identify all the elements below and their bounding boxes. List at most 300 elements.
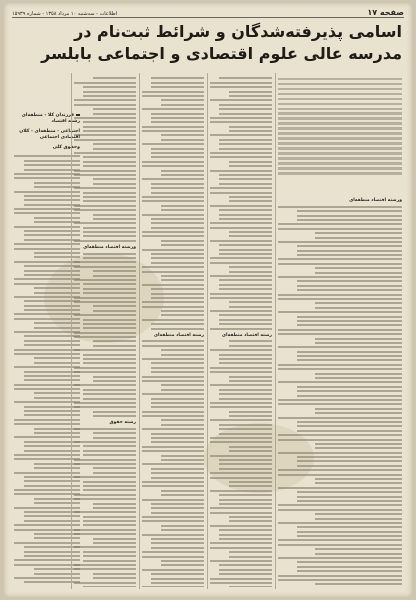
name-entry <box>229 415 272 417</box>
name-entry <box>142 411 204 413</box>
name-entry <box>210 222 272 224</box>
name-entry <box>278 329 402 331</box>
name-entry <box>278 263 402 265</box>
name-entry <box>161 314 204 316</box>
name-entry <box>151 288 204 290</box>
name-entry <box>161 170 204 172</box>
name-entry <box>297 320 402 322</box>
name-entry <box>161 275 204 277</box>
name-entry <box>210 117 272 119</box>
name-entry <box>151 187 204 189</box>
name-entry <box>74 428 136 430</box>
name-entry <box>219 393 272 395</box>
name-entry <box>219 288 272 290</box>
name-entry <box>278 439 402 441</box>
name-entry <box>297 254 402 256</box>
name-entry <box>34 392 80 394</box>
name-entry <box>278 228 402 230</box>
name-entry <box>151 512 204 514</box>
name-entry <box>142 415 204 417</box>
name-entry <box>229 266 272 268</box>
name-entry <box>34 362 80 364</box>
name-entry <box>34 256 80 258</box>
name-entry <box>210 99 272 101</box>
name-entry <box>83 130 136 132</box>
masthead <box>12 7 404 18</box>
name-entry <box>142 345 204 347</box>
name-entry <box>93 218 136 220</box>
name-entry <box>161 490 204 492</box>
name-entry <box>74 494 136 496</box>
name-entry <box>161 240 204 242</box>
name-entry <box>34 287 80 289</box>
name-entry <box>219 503 272 505</box>
name-entry <box>93 305 136 307</box>
name-entry <box>229 556 272 558</box>
name-entry <box>219 104 272 106</box>
name-entry <box>151 82 204 84</box>
name-entry <box>74 209 136 211</box>
name-entry <box>151 398 204 400</box>
name-entry <box>83 319 136 321</box>
name-entry <box>229 446 272 448</box>
name-entry <box>74 222 136 224</box>
name-entry <box>83 86 136 88</box>
name-rows <box>142 340 204 587</box>
name-entry <box>83 200 136 202</box>
name-entry <box>142 463 204 465</box>
name-entry <box>83 362 136 364</box>
name-entry <box>161 349 204 351</box>
name-entry <box>151 156 204 158</box>
name-entry <box>219 314 272 316</box>
name-entry <box>74 463 136 465</box>
name-rows <box>210 77 272 329</box>
name-entry <box>142 196 204 198</box>
name-entry <box>142 178 204 180</box>
name-entry <box>93 573 136 575</box>
name-entry <box>83 450 136 452</box>
name-entry <box>142 126 204 128</box>
name-entry <box>219 354 272 356</box>
name-entry <box>278 258 402 260</box>
name-entry <box>229 586 272 587</box>
name-entry <box>74 174 136 176</box>
name-entry <box>142 214 204 216</box>
name-entry <box>34 502 80 504</box>
name-entry <box>278 241 402 243</box>
name-entry <box>315 482 402 484</box>
name-entry <box>93 108 136 110</box>
name-entry <box>210 437 272 439</box>
name-entry <box>278 381 402 383</box>
name-entry <box>83 235 136 237</box>
name-entry <box>219 253 272 255</box>
name-entry <box>229 165 272 167</box>
name-entry <box>161 459 204 461</box>
name-entry <box>297 491 402 493</box>
name-entry <box>83 555 136 557</box>
name-entry <box>83 516 136 518</box>
name-entry <box>83 485 136 487</box>
name-entry <box>219 569 272 571</box>
name-entry <box>74 82 136 84</box>
section-label: رشته اقتصاد منطقه‌ای <box>221 332 272 338</box>
name-entry <box>278 417 402 419</box>
name-entry <box>34 357 80 359</box>
name-entry <box>297 351 402 353</box>
name-entry <box>93 340 136 342</box>
name-entry <box>83 288 136 290</box>
name-entry <box>93 437 136 439</box>
name-entry <box>315 373 402 375</box>
name-entry <box>219 139 272 141</box>
name-entry <box>151 367 204 369</box>
name-entry <box>315 553 402 555</box>
name-entry <box>315 583 402 585</box>
name-entry <box>151 77 204 79</box>
name-entry <box>161 529 204 531</box>
name-entry <box>142 143 204 145</box>
name-entry <box>210 512 272 514</box>
name-entry <box>83 156 136 158</box>
name-entry <box>278 469 402 471</box>
name-entry <box>83 327 136 329</box>
name-entry <box>297 460 402 462</box>
name-entry <box>219 428 272 430</box>
name-entry <box>151 406 204 408</box>
name-entry <box>142 340 204 342</box>
newspaper-page <box>4 3 412 597</box>
name-entry <box>142 108 204 110</box>
name-entry <box>219 279 272 281</box>
name-entry <box>151 433 204 435</box>
name-entry <box>151 113 204 115</box>
name-entry <box>161 209 204 211</box>
name-entry <box>151 371 204 373</box>
name-entry <box>278 579 402 581</box>
name-entry <box>142 499 204 501</box>
name-entry <box>210 187 272 189</box>
name-entry <box>210 170 272 172</box>
name-entry <box>219 108 272 110</box>
name-entry <box>315 338 402 340</box>
name-entry <box>278 364 402 366</box>
name-entry <box>210 310 272 312</box>
section-label: رشته اقتصاد منطقه‌ای <box>153 332 204 338</box>
name-entry <box>83 192 136 194</box>
name-entry <box>83 91 136 93</box>
name-entry <box>142 380 204 382</box>
name-entry <box>278 311 402 313</box>
name-entry <box>93 310 136 312</box>
name-entry <box>210 349 272 351</box>
name-entry <box>151 152 204 154</box>
name-entry <box>210 367 272 369</box>
name-entry <box>74 546 136 548</box>
name-entry <box>142 161 204 163</box>
name-entry <box>278 276 402 278</box>
name-entry <box>74 582 136 584</box>
name-entry <box>229 450 272 452</box>
name-entry <box>83 445 136 447</box>
name-entry <box>93 503 136 505</box>
name-entry <box>151 542 204 544</box>
name-entry <box>93 345 136 347</box>
name-entry <box>83 161 136 163</box>
name-entry <box>315 518 402 520</box>
name-entry <box>297 316 402 318</box>
name-entry <box>93 538 136 540</box>
name-entry <box>93 178 136 180</box>
name-entry <box>219 148 272 150</box>
name-entry <box>83 354 136 356</box>
name-entry <box>151 472 204 474</box>
name-entry <box>210 134 272 136</box>
name-entry <box>315 237 402 239</box>
name-entry <box>83 524 136 526</box>
name-entry <box>210 455 272 457</box>
name-entry <box>142 481 204 483</box>
headline-line-2: مدرسه عالی علوم اقتصادی و اجتماعی بابلسر <box>41 44 402 63</box>
name-entry <box>219 174 272 176</box>
name-entry <box>229 130 272 132</box>
name-entry <box>74 384 136 386</box>
name-entry <box>74 336 136 338</box>
name-entry <box>210 262 272 264</box>
name-entry <box>142 249 204 251</box>
name-entry <box>297 215 402 217</box>
name-entry <box>74 441 136 443</box>
name-entry <box>219 534 272 536</box>
name-entry <box>315 377 402 379</box>
name-entry <box>151 538 204 540</box>
name-entry <box>93 148 136 150</box>
name-entry <box>229 485 272 487</box>
name-entry <box>34 463 80 465</box>
name-entry <box>297 289 402 291</box>
name-entry <box>83 253 136 255</box>
name-entry <box>151 183 204 185</box>
name-entry <box>297 500 402 502</box>
name-entry <box>297 535 402 537</box>
name-entry <box>210 257 272 259</box>
name-entry <box>83 95 136 97</box>
name-entry <box>229 306 272 308</box>
name-entry <box>151 362 204 364</box>
name-entry <box>151 477 204 479</box>
name-entry <box>278 403 402 405</box>
name-entry <box>161 104 204 106</box>
name-entry <box>219 143 272 145</box>
name-entry <box>142 319 204 321</box>
name-entry <box>74 332 136 334</box>
name-entry <box>74 104 136 106</box>
headline <box>41 21 402 65</box>
name-entry <box>83 586 136 587</box>
name-entry <box>297 526 402 528</box>
name-entry <box>229 551 272 553</box>
name-entry <box>315 513 402 515</box>
name-entry <box>161 525 204 527</box>
name-entry <box>74 402 136 404</box>
name-entry <box>142 266 204 268</box>
name-entry <box>83 551 136 553</box>
name-entry <box>278 544 402 546</box>
name-entry <box>142 450 204 452</box>
name-entry <box>210 384 272 386</box>
name-entry <box>34 533 80 535</box>
names-column-3 <box>142 75 204 587</box>
name-entry <box>142 393 204 395</box>
name-entry <box>219 389 272 391</box>
name-entry <box>142 358 204 360</box>
name-entry <box>83 196 136 198</box>
name-entry <box>151 257 204 259</box>
name-entry <box>315 307 402 309</box>
name-entry <box>297 359 402 361</box>
name-entry <box>210 205 272 207</box>
name-entry <box>297 245 402 247</box>
name-entry <box>151 468 204 470</box>
name-entry <box>142 534 204 536</box>
name-entry <box>297 456 402 458</box>
name-entry <box>151 328 204 330</box>
name-entry <box>161 139 204 141</box>
name-entry <box>297 324 402 326</box>
name-entry <box>229 301 272 303</box>
name-entry <box>83 454 136 456</box>
name-entry <box>219 249 272 251</box>
name-entry <box>229 235 272 237</box>
name-entry <box>297 570 402 572</box>
name-entry <box>219 323 272 325</box>
name-entry <box>142 520 204 522</box>
name-entry <box>142 95 204 97</box>
name-entry <box>219 468 272 470</box>
name-entry <box>297 390 402 392</box>
name-entry <box>142 284 204 286</box>
name-entry <box>142 556 204 558</box>
name-entry <box>151 293 204 295</box>
name-entry <box>74 139 136 141</box>
name-rows <box>74 77 136 241</box>
name-entry <box>34 537 80 539</box>
name-entry <box>161 99 204 101</box>
name-entry <box>142 428 204 430</box>
name-entry <box>229 231 272 233</box>
name-entry <box>210 542 272 544</box>
name-entry <box>74 301 136 303</box>
name-entry <box>83 489 136 491</box>
name-entry <box>297 219 402 221</box>
name-entry <box>161 134 204 136</box>
name-entry <box>93 380 136 382</box>
name-entry <box>83 358 136 360</box>
name-entry <box>210 293 272 295</box>
name-entry <box>219 209 272 211</box>
name-entry <box>74 529 136 531</box>
name-entry <box>278 333 402 335</box>
name-entry <box>229 126 272 128</box>
name-entry <box>210 525 272 527</box>
name-entry <box>83 121 136 123</box>
name-rows <box>74 253 136 417</box>
name-entry <box>315 447 402 449</box>
name-entry <box>278 452 402 454</box>
name-entry <box>315 302 402 304</box>
name-entry <box>229 520 272 522</box>
name-entry <box>278 522 402 524</box>
name-entry <box>74 266 136 268</box>
name-entry <box>34 221 80 223</box>
name-entry <box>74 152 136 154</box>
name-entry <box>34 397 80 399</box>
name-entry <box>34 467 80 469</box>
name-entry <box>74 261 136 263</box>
name-entry <box>34 428 80 430</box>
name-entry <box>142 130 204 132</box>
name-entry <box>74 117 136 119</box>
name-entry <box>297 566 402 568</box>
name-entry <box>315 408 402 410</box>
name-entry <box>151 503 204 505</box>
name-entry <box>74 170 136 172</box>
name-entry <box>210 297 272 299</box>
name-entry <box>142 271 204 273</box>
name-entry <box>151 253 204 255</box>
name-entry <box>83 323 136 325</box>
section-label: ورشته اقتصاد منطقه‌ای <box>83 244 136 250</box>
name-entry <box>34 432 80 434</box>
name-entry <box>210 192 272 194</box>
name-entry <box>219 573 272 575</box>
names-column-4 <box>74 75 136 587</box>
name-entry <box>142 446 204 448</box>
name-entry <box>297 250 402 252</box>
name-entry <box>161 310 204 312</box>
name-entry <box>142 200 204 202</box>
name-entry <box>34 186 80 188</box>
name-entry <box>74 406 136 408</box>
name-entry <box>210 275 272 277</box>
name-entry <box>83 227 136 229</box>
name-entry <box>83 481 136 483</box>
name-entry <box>219 218 272 220</box>
name-entry <box>210 582 272 584</box>
name-entry <box>229 516 272 518</box>
name-entry <box>74 498 136 500</box>
name-entry <box>142 551 204 553</box>
name-entry <box>151 573 204 575</box>
name-entry <box>161 354 204 356</box>
name-entry <box>278 294 402 296</box>
name-entry <box>229 380 272 382</box>
name-rows <box>74 428 136 587</box>
name-entry <box>229 411 272 413</box>
name-entry <box>229 95 272 97</box>
name-entry <box>34 217 80 219</box>
name-entry <box>74 533 136 535</box>
name-entry <box>74 99 136 101</box>
name-entry <box>278 346 402 348</box>
name-entry <box>151 121 204 123</box>
name-entry <box>83 126 136 128</box>
name-entry <box>210 121 272 123</box>
name-entry <box>74 297 136 299</box>
name-entry <box>229 376 272 378</box>
name-entry <box>74 314 136 316</box>
